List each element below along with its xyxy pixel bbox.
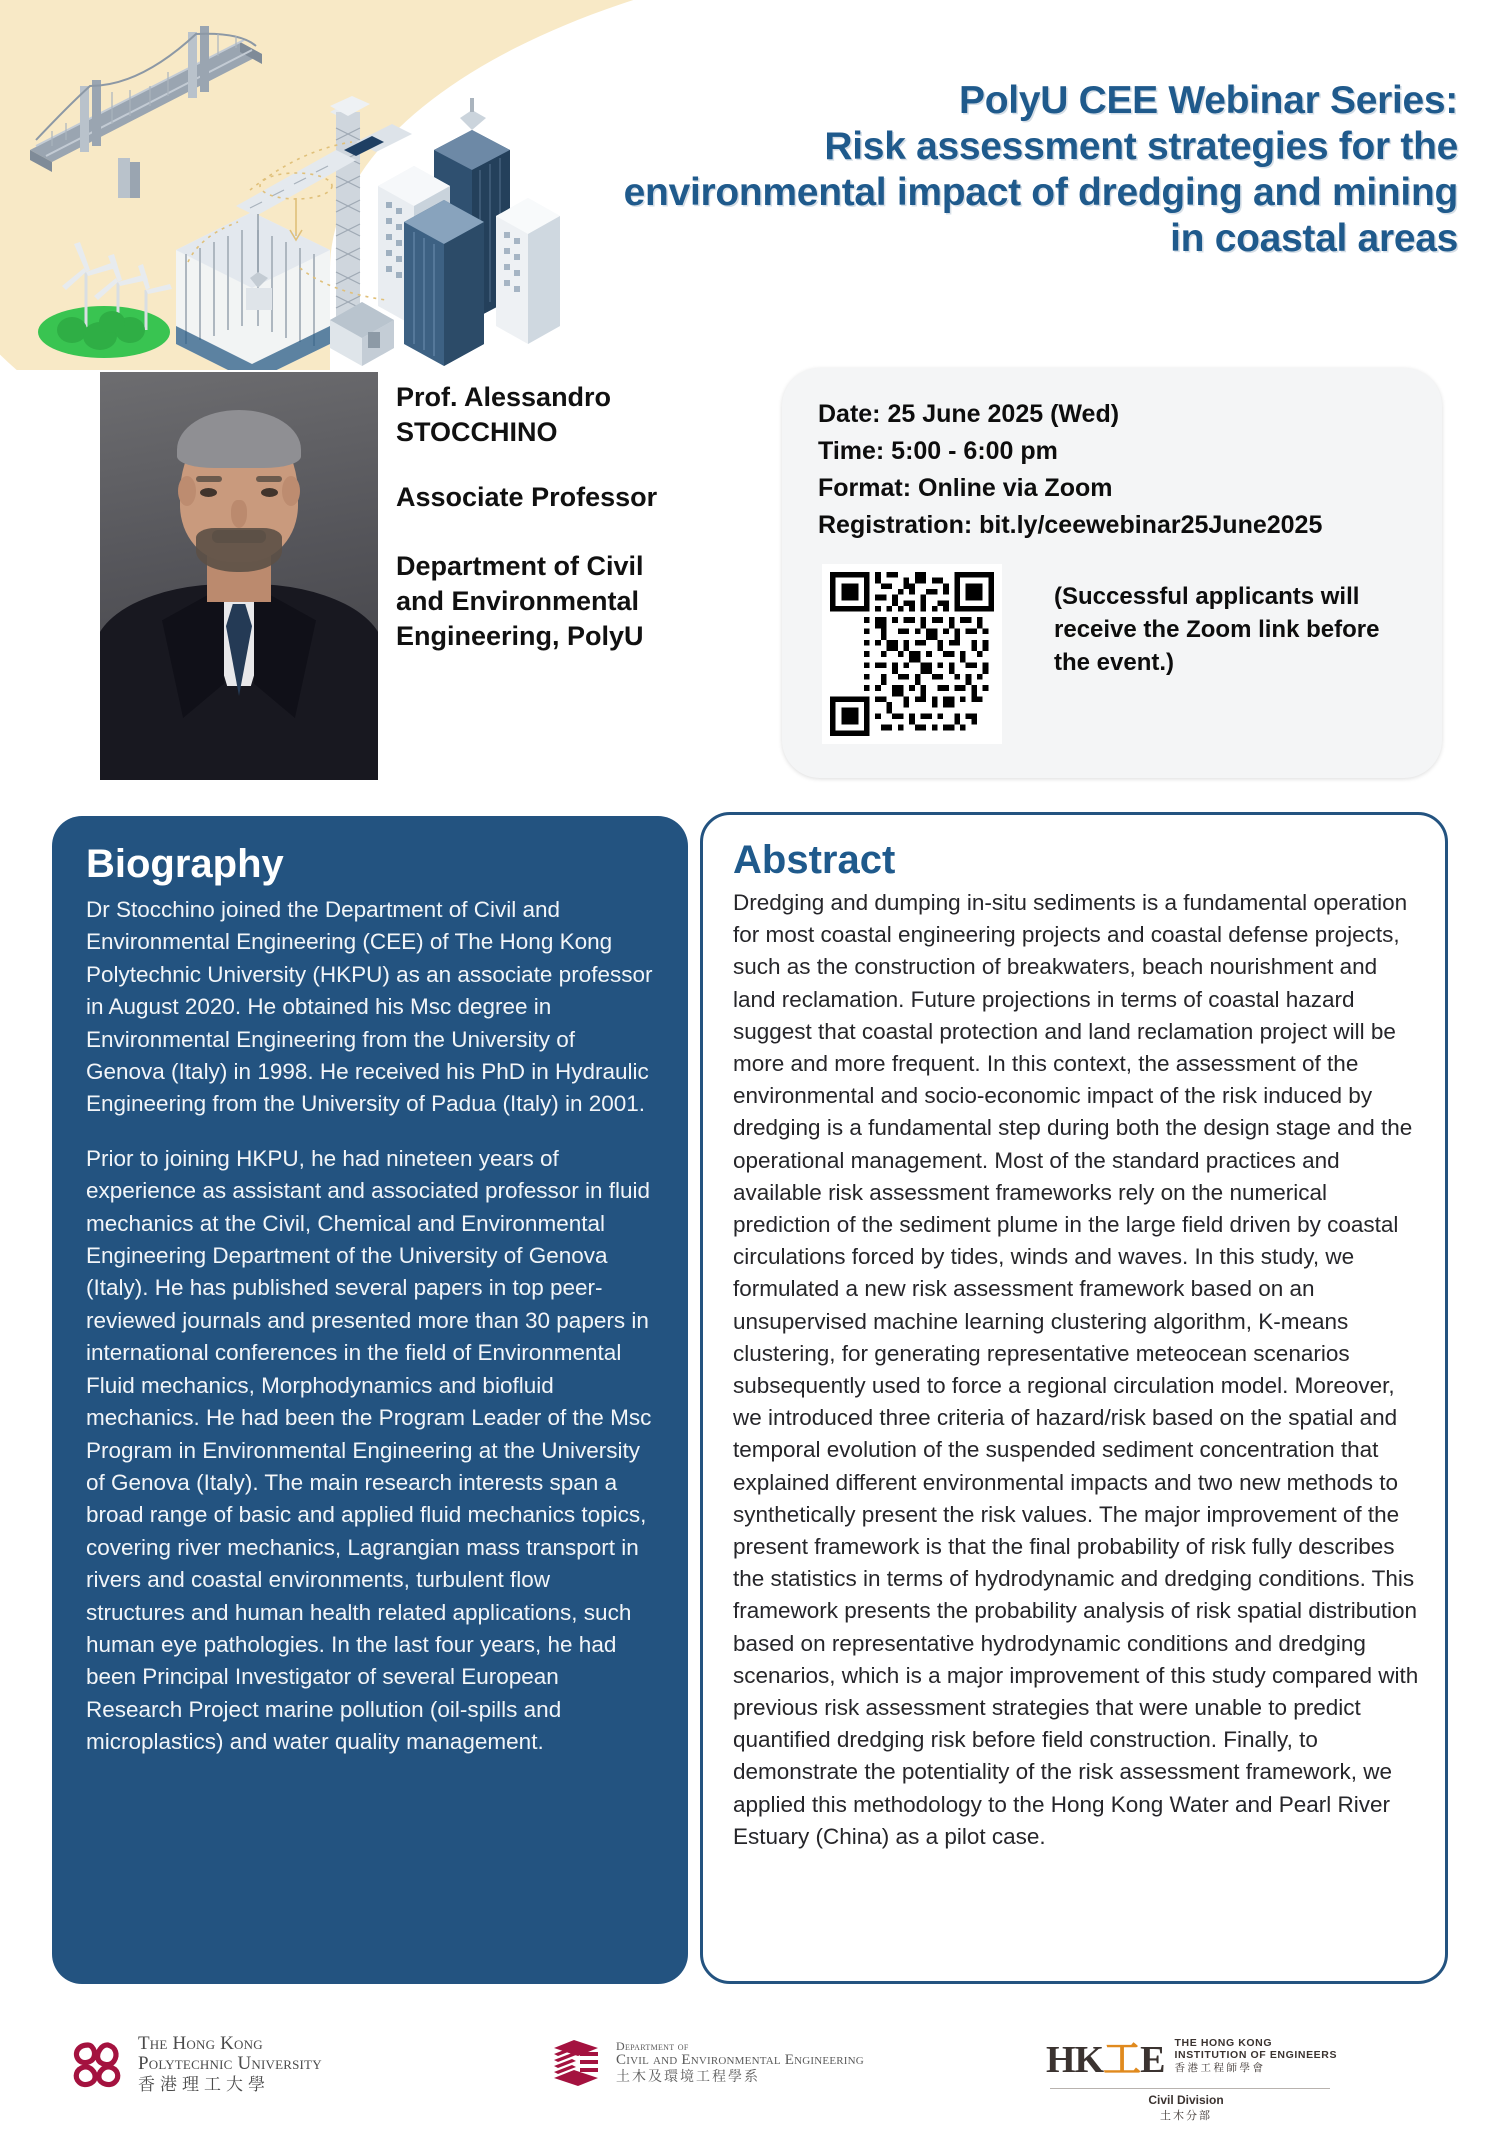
abstract-panel <box>700 812 1448 1984</box>
hkie-wordmark-e: E <box>1140 2039 1165 2081</box>
speaker-nose <box>231 500 247 528</box>
registration-qr-code[interactable] <box>822 564 1002 744</box>
speaker-department-line-3: Engineering, PolyU <box>396 621 644 651</box>
hkie-logo-text <box>1175 2037 1338 2074</box>
speaker-ear-left <box>178 476 196 506</box>
hkie-name-line-2: INSTITUTION OF ENGINEERS <box>1174 2049 1338 2062</box>
hkie-division-zh: 土木分部 <box>1160 2110 1212 2122</box>
speaker-info <box>396 380 726 654</box>
speaker-department-line-2: and Environmental <box>396 586 640 616</box>
speaker-photo <box>100 372 378 780</box>
event-time: Time: 5:00 - 6:00 pm <box>818 437 1058 465</box>
cee-logo-text <box>616 2040 864 2084</box>
speaker-ear-right <box>282 476 300 506</box>
speaker-eye-left <box>200 488 217 497</box>
cee-name-chinese: 土木及環境工程學系 <box>616 2068 760 2085</box>
polyu-logo-text <box>138 2034 322 2094</box>
title-line-2: Risk assessment strategies for the <box>824 125 1458 168</box>
title-line-1: PolyU CEE Webinar Series: <box>959 79 1458 122</box>
speaker-brow-right <box>256 476 282 482</box>
polyu-name-line-1: The Hong Kong <box>138 2033 263 2054</box>
poster-title <box>438 78 1458 262</box>
qr-caption: (Successful applicants will receive the Zoom link before the event.) <box>1054 583 1380 676</box>
speaker-hair <box>177 410 301 468</box>
hkie-name-line-1: THE HONG KONG <box>1174 2036 1273 2049</box>
event-detail-lines <box>818 396 1418 544</box>
speaker-role: Associate Professor <box>396 482 658 512</box>
hkie-name-chinese: 香港工程師學會 <box>1174 2061 1266 2074</box>
polyu-name-chinese: 香港理工大學 <box>138 2075 270 2095</box>
hkie-division-en: Civil Division <box>1148 2093 1224 2107</box>
speaker-moustache <box>212 530 266 543</box>
event-date: Date: 25 June 2025 (Wed) <box>818 400 1120 428</box>
biography-heading: Biography <box>86 842 284 886</box>
speaker-eye-right <box>261 488 278 497</box>
biography-paragraph-1: Dr Stocchino joined the Department of Civil and Environmental Engineering (CEE) of The Hong Kong Polytechnic University (HKPU) as an associate professor in August 2020. He obtained his Msc degree in Environmental Engineering from the University of Genova (Italy) in 1998. He received his PhD in Hydraulic Engineering from the University of Padua (Italy) in 2001. <box>86 897 653 1117</box>
abstract-heading: Abstract <box>733 838 896 882</box>
biography-panel <box>52 816 688 1984</box>
hkie-logo-top <box>1046 2028 1337 2083</box>
hkie-divider <box>1050 2088 1330 2089</box>
speaker-name-line-2: STOCCHINO <box>396 417 558 447</box>
speaker-name-line-1: Prof. Alessandro <box>396 382 612 412</box>
polyu-logo <box>68 2034 322 2094</box>
cee-name-line-2: Civil and Environmental Engineering <box>616 2051 864 2068</box>
cee-name-line-1: Department of <box>616 2038 689 2053</box>
cee-stacked-books-icon <box>548 2034 604 2090</box>
qr-code-icon <box>830 572 994 736</box>
abstract-text: Dredging and dumping in-situ sediments is a fundamental operation for most coastal engineering projects and coastal defense projects, such as the construction of breakwaters, beach nourishment and land reclamation. Future projections in terms of coastal hazard suggest that coastal protection and land reclamation project will be more and more frequent. In this context, the assessment of the environmental and socio-economic impact of the risk induced by dredging is a fundamental step during both the design stage and the operational management. Most of the standard practices and available risk assessment frameworks rely on the numerical prediction of the sediment plume in the large field driven by coastal circulations forced by tides, winds and waves. In this study, we formulated a new risk assessment framework based on an unsupervised machine learning clustering algorithm, K-means clustering, for generating representative meteocean scenarios subsequently used to force a regional circulation model. Moreover, we introduced three criteria of hazard/risk based on the spatial and temporal evolution of the suspended sediment concentration that explained different environmental impacts and two new methods to synthetically present the risk values. The major improvement of the present framework is that the final probability of risk fully describes the statistics in terms of hydrodynamic and dredging conditions. This framework presents the probability analysis of risk spatial distribution based on representative hydrodynamic conditions and dredging scenarios, which is a major improvement of this study compared with previous risk assessment strategies that were unable to predict quantified dredging risk before field construction. Finally, to demonstrate the potentiality of the risk assessment framework, we applied this methodology to the Hong Kong Water and Pearl River Estuary (China) as a pilot case. <box>733 890 1419 1849</box>
event-registration-link[interactable]: Registration: bit.ly/ceewebinar25June2025 <box>818 511 1323 539</box>
event-details-card <box>782 368 1442 778</box>
polyu-knot-icon <box>68 2035 126 2093</box>
speaker-name <box>396 380 726 450</box>
cee-department-logo <box>548 2034 864 2090</box>
title-line-4: in coastal areas <box>1170 217 1458 260</box>
polyu-name-line-2: Polytechnic University <box>138 2053 322 2075</box>
poster-header <box>0 0 1500 370</box>
hkie-logo <box>1046 2028 1337 2123</box>
speaker-department-line-1: Department of Civil <box>396 551 644 581</box>
speaker-brow-left <box>196 476 222 482</box>
hkie-gong-icon: 工 <box>1103 2039 1141 2081</box>
event-format: Format: Online via Zoom <box>818 474 1113 502</box>
speaker-department <box>396 549 726 654</box>
hkie-wordmark <box>1046 2028 1165 2083</box>
footer-logos <box>0 2010 1500 2156</box>
title-line-3: environmental impact of dredging and mining <box>623 171 1458 214</box>
hkie-wordmark-hk: HK <box>1046 2039 1104 2081</box>
biography-paragraph-2: Prior to joining HKPU, he had nineteen years of experience as assistant and associated professor in fluid mechanics at the Civil, Chemical and Environmental Engineering Department of the University of Genova (Italy). He has published several papers in top peer-reviewed journals and presented more than 30 papers in international conferences in the field of Environmental Fluid mechanics, Morphodynamics and biofluid mechanics. He had been the Program Leader of the Msc Program in Environmental Engineering at the University of Genova (Italy). The main research interests span a broad range of basic and applied fluid mechanics topics, covering river mechanics, Lagrangian mass transport in rivers and coastal environments, turbulent flow structures and human health related applications, such human eye pathologies. In the last four years, he had been Principal Investigator of several European Research Project marine pollution (oil-spills and microplastics) and water quality management. <box>86 1145 652 1755</box>
